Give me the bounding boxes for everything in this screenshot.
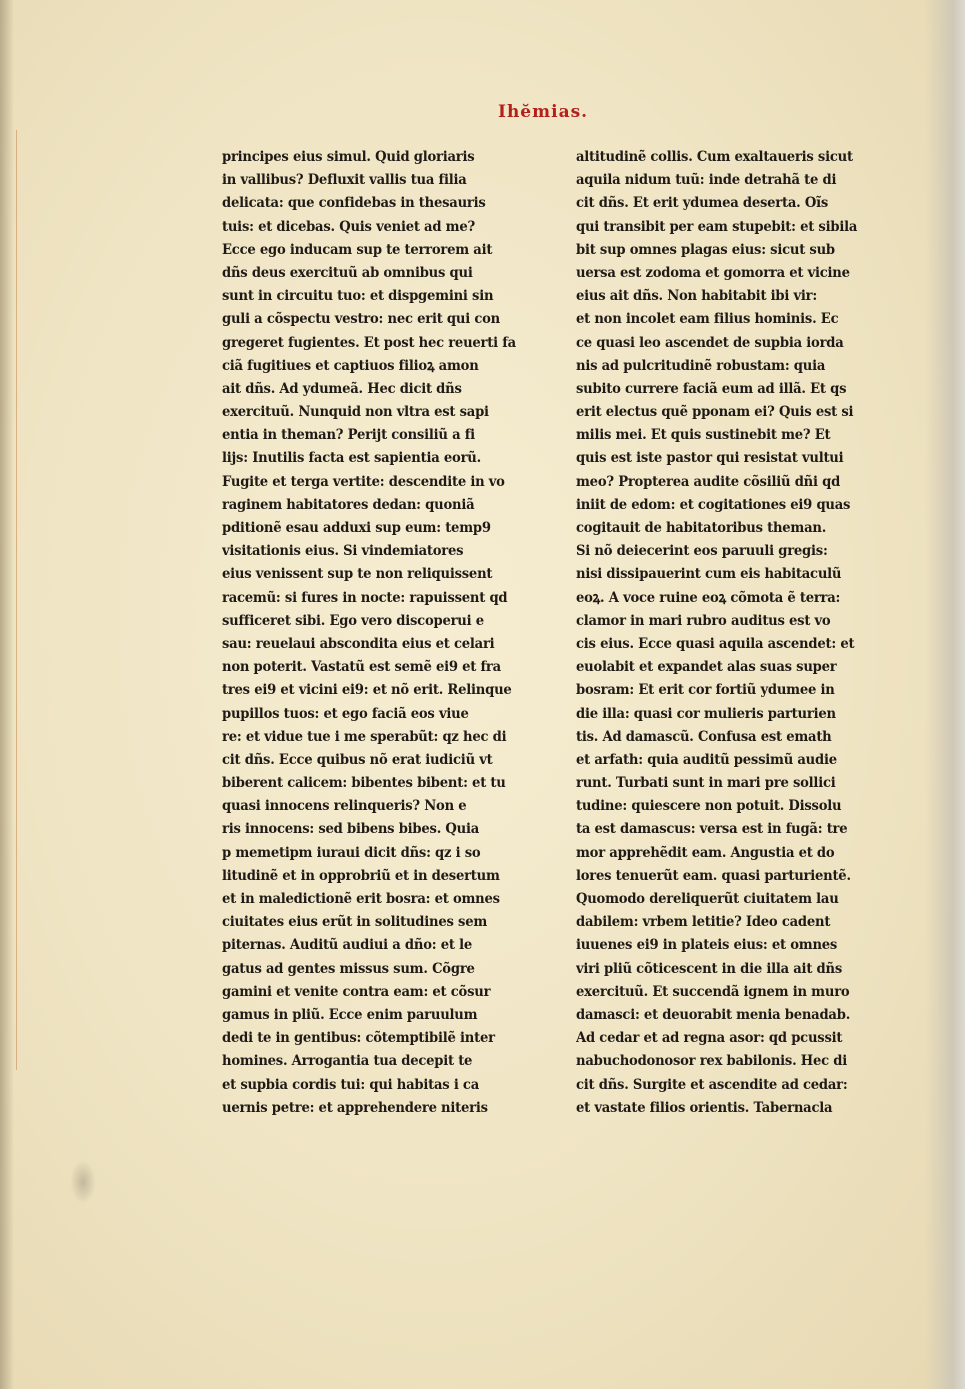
text-line: et in maledictionẽ erit bosra: et omnes [222,891,500,907]
text-line: gatus ad gentes missus sum. Cõgre [222,960,475,977]
text-line: qui transibit per eam stupebit: et sibila [576,218,858,235]
text-line: dñs deus exercituũ ab omnibus qui [222,264,473,281]
text-line: altitudinẽ collis. Cum exaltaueris sicut [576,149,853,165]
text-line: guli a cõspectu vestro: nec erit qui con [222,311,500,328]
running-head: Ihĕmias. [498,102,589,122]
text-line: clamor in mari rubro auditus est vo [576,612,831,629]
text-line: raginem habitatores dedan: quoniã [222,496,475,513]
text-line: subito currere faciã eum ad illã. Et qs [576,380,847,397]
text-line: tres ei9 et vicini ei9: et nõ erit. Relinque [222,682,512,699]
text-line: et vastate filios orientis. Tabernacla [576,1099,833,1116]
text-line: biberent calicem: bibentes bibent: et tu [222,775,506,792]
text-line: cit dñs. Et erit ydumea deserta. Oĩs [576,195,829,212]
margin-ruling-line [16,130,17,1070]
text-line: nisi dissipauerint cum eis habitaculũ [576,566,842,583]
text-line: Ad cedar et ad regna asor: qd pcussit [576,1030,843,1047]
text-line: principes eius simul. Quid gloriaris [222,149,475,165]
text-line: bit sup omnes plagas eius: sicut sub [576,241,835,258]
text-line: die illa: quasi cor mulieris parturien [576,705,836,722]
binding-shadow [0,0,14,1389]
text-line: meo? Propterea audite cõsiliũ dñi qd [576,473,841,490]
text-line: damasci: et deuorabit menia benadab. [576,1006,851,1023]
text-line: erit electus quẽ pponam ei? Quis est si [576,404,854,421]
text-line: tuis: et dicebas. Quis veniet ad me? [222,218,475,235]
text-line: pditionẽ esau adduxi sup eum: temp9 [222,520,491,536]
text-line: ce quasi leo ascendet de supbia iorda [576,334,844,351]
text-line: in vallibus? Defluxit vallis tua filia [222,172,467,189]
text-line: sufficeret sibi. Ego vero discoperui e [222,612,484,629]
text-line: cis eius. Ecce quasi aquila ascendet: et [576,635,855,652]
text-line: non poterit. Vastatũ est semẽ ei9 et fra [222,659,501,676]
text-line: re: et vidue tue i me sperabũt: qz hec di [222,728,507,745]
text-line: dedi te in gentibus: cõtemptibilẽ inter [222,1030,495,1047]
text-line: cogitauit de habitatoribus theman. [576,520,827,536]
text-line: tis. Ad damascũ. Confusa est emath [576,728,832,745]
text-line: ciuitates eius erũt in solitudines sem [222,914,488,931]
text-line: ciã fugitiues et captiuos filioꝝ amon [222,357,479,374]
text-line: eoꝝ. A voce ruine eoꝝ cõmota ẽ terra: [576,589,841,606]
text-line: exercituũ. Et succendã ignem in muro [576,983,850,1000]
text-line: ris innocens: sed bibens bibes. Quia [222,821,480,838]
text-line: cit dñs. Surgite et ascendite ad cedar: [576,1076,848,1093]
text-line: aquila nidum tuũ: inde detrahã te di [576,172,837,189]
text-line: cit dñs. Ecce quibus nõ erat iudiciũ vt [222,751,493,768]
text-line: viri pliũ cõticescent in die illa ait dñs [576,960,842,977]
text-line: pupillos tuos: et ego faciã eos viue [222,705,469,722]
text-line: sau: reuelaui abscondita eius et celari [222,635,495,652]
text-line: Ecce ego inducam sup te terrorem ait [222,241,493,258]
text-line: euolabit et expandet alas suas super [576,659,837,676]
text-line: gamini et venite contra eam: et cõsur [222,983,491,1000]
text-line: quasi innocens relinqueris? Non e [222,798,467,815]
text-line: quis est iste pastor qui resistat vultui [576,450,844,467]
text-line: iuuenes ei9 in plateis eius: et omnes [576,937,838,954]
text-line: tudine: quiescere non potuit. Dissolu [576,798,842,815]
text-line: gamus in pliũ. Ecce enim paruulum [222,1006,478,1023]
text-line: visitationis eius. Si vindemiatores [222,543,464,560]
text-line: homines. Arrogantia tua decepit te [222,1053,473,1070]
text-line: delicata: que confidebas in thesauris [222,195,486,212]
text-line: lijs: Inutilis facta est sapientia eorũ. [222,450,481,467]
text-line: eius venissent sup te non reliquissent [222,566,493,583]
text-line: racemũ: si fures in nocte: rapuissent qd [222,589,508,606]
text-line: et supbia cordis tui: qui habitas i ca [222,1076,480,1093]
text-line: lores tenuerũt eam. quasi parturientẽ. [576,867,851,884]
text-line: dabilem: vrbem letitie? Ideo cadent [576,914,831,931]
text-line: et non incolet eam filius hominis. Ec [576,311,839,328]
text-line: entia in theman? Perijt consiliũ a fi [222,427,475,444]
text-line: uernis petre: et apprehendere niteris [222,1099,488,1116]
text-line: Fugite et terga vertite: descendite in vo [222,473,505,490]
text-line: ait dñs. Ad ydumeã. Hec dicit dñs [222,380,462,397]
text-line: litudinẽ et in opprobriũ et in desertum [222,867,500,884]
right-text-column [576,146,876,1120]
text-line: et arfath: quia auditũ pessimũ audie [576,751,837,768]
text-line: p memetipm iuraui dicit dñs: qz i so [222,844,481,861]
page-smudge [70,1160,96,1204]
text-line: sunt in circuitu tuo: et dispgemini sin [222,288,494,305]
page-edge [925,0,965,1389]
text-line: runt. Turbati sunt in mari pre sollici [576,775,836,792]
text-line: bosram: Et erit cor fortiũ ydumee in [576,682,835,699]
text-line: eius ait dñs. Non habitabit ibi vir: [576,288,817,305]
text-line: Quomodo dereliquerũt ciuitatem lau [576,891,839,907]
text-line: mor apprehẽdit eam. Angustia et do [576,844,835,861]
text-line: gregeret fugientes. Et post hec reuerti fa [222,334,516,351]
text-line: piternas. Auditũ audiui a dño: et le [222,937,472,954]
text-line: milis mei. Et quis sustinebit me? Et [576,427,831,444]
text-line: nabuchodonosor rex babilonis. Hec di [576,1053,848,1070]
text-line: exercituũ. Nunquid non vltra est sapi [222,404,489,421]
text-line: uersa est zodoma et gomorra et vicine [576,264,850,281]
text-line: iniit de edom: et cogitationes ei9 quas [576,496,851,513]
text-line: ta est damascus: versa est in fugã: tre [576,821,848,838]
left-text-column [222,146,522,1120]
text-line: nis ad pulcritudinẽ robustam: quia [576,357,826,374]
text-line: Si nõ deiecerint eos paruuli gregis: [576,543,828,560]
